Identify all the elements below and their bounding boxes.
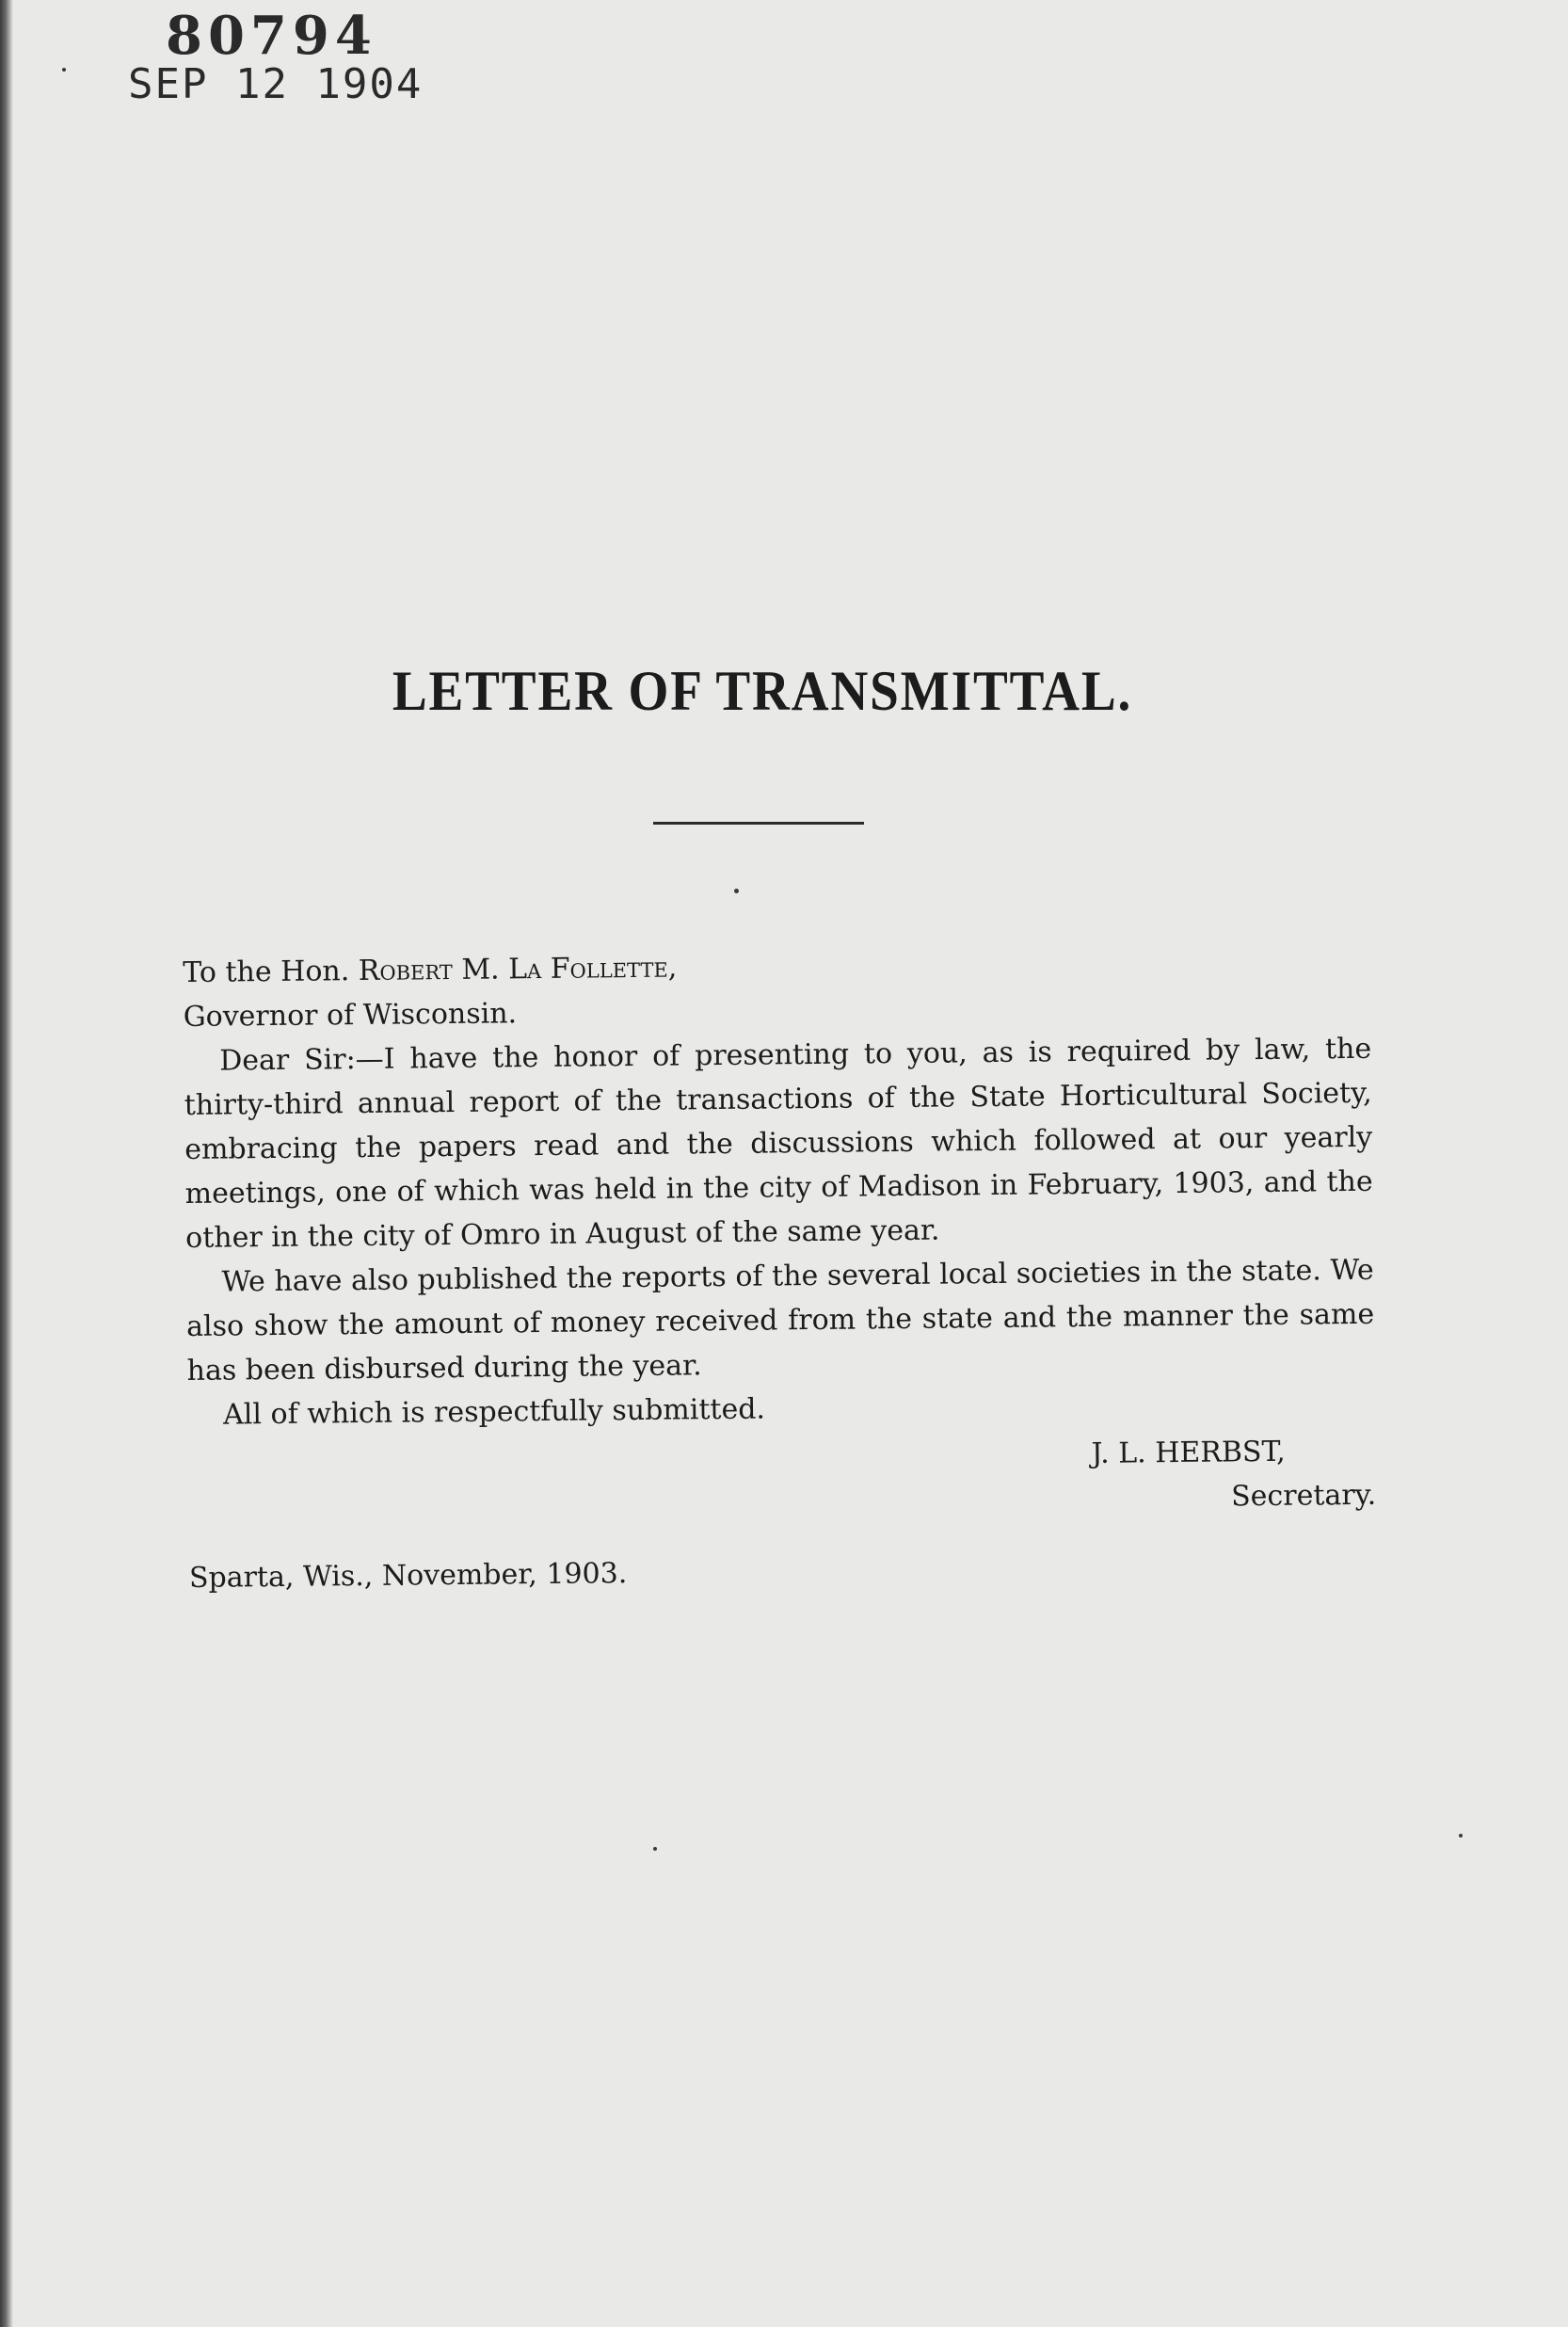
addressee-name: Robert M. La Follette, [358, 951, 678, 988]
signature-title: Secretary. [1230, 1478, 1377, 1514]
print-speck [734, 889, 739, 893]
page-binding-edge [0, 0, 13, 2327]
stamp-date: SEP 12 1904 [128, 60, 424, 108]
signature-name: J. L. HERBST, [1091, 1435, 1286, 1470]
addressee-prefix: To the Hon. [183, 955, 359, 989]
stamp-accession-number: 80794 [166, 5, 377, 67]
letter-paragraph: All of which is respectfully submitted. [222, 1392, 766, 1432]
print-speck [1459, 1834, 1463, 1838]
addressee-title: Governor of Wisconsin. [183, 997, 518, 1034]
place-date: Sparta, Wis., November, 1903. [188, 1557, 628, 1595]
library-stamp [128, 5, 424, 108]
print-speck [653, 1847, 657, 1851]
letter-body [183, 939, 1377, 1600]
letter-paragraph: Dear Sir:—I have the honor of presenting to you, as is required by law, the thirty-third annual report of the transactions of the State Horticultural Society, embracing the papers read and the discussions which followed at our yearly meetings, one of which was held in the city of Madison in February, 1903, and the other in the city of Omro in August of the same year. [184, 1032, 1373, 1255]
title-divider [653, 822, 864, 825]
letter-paragraph: We have also published the reports of the several local societies in the state. We also show the amount of money received from the state and the manner the same has been disbursed during the year. [186, 1253, 1375, 1388]
print-speck [62, 68, 66, 72]
page-title: LETTER OF TRANSMITTAL. [392, 660, 1133, 722]
